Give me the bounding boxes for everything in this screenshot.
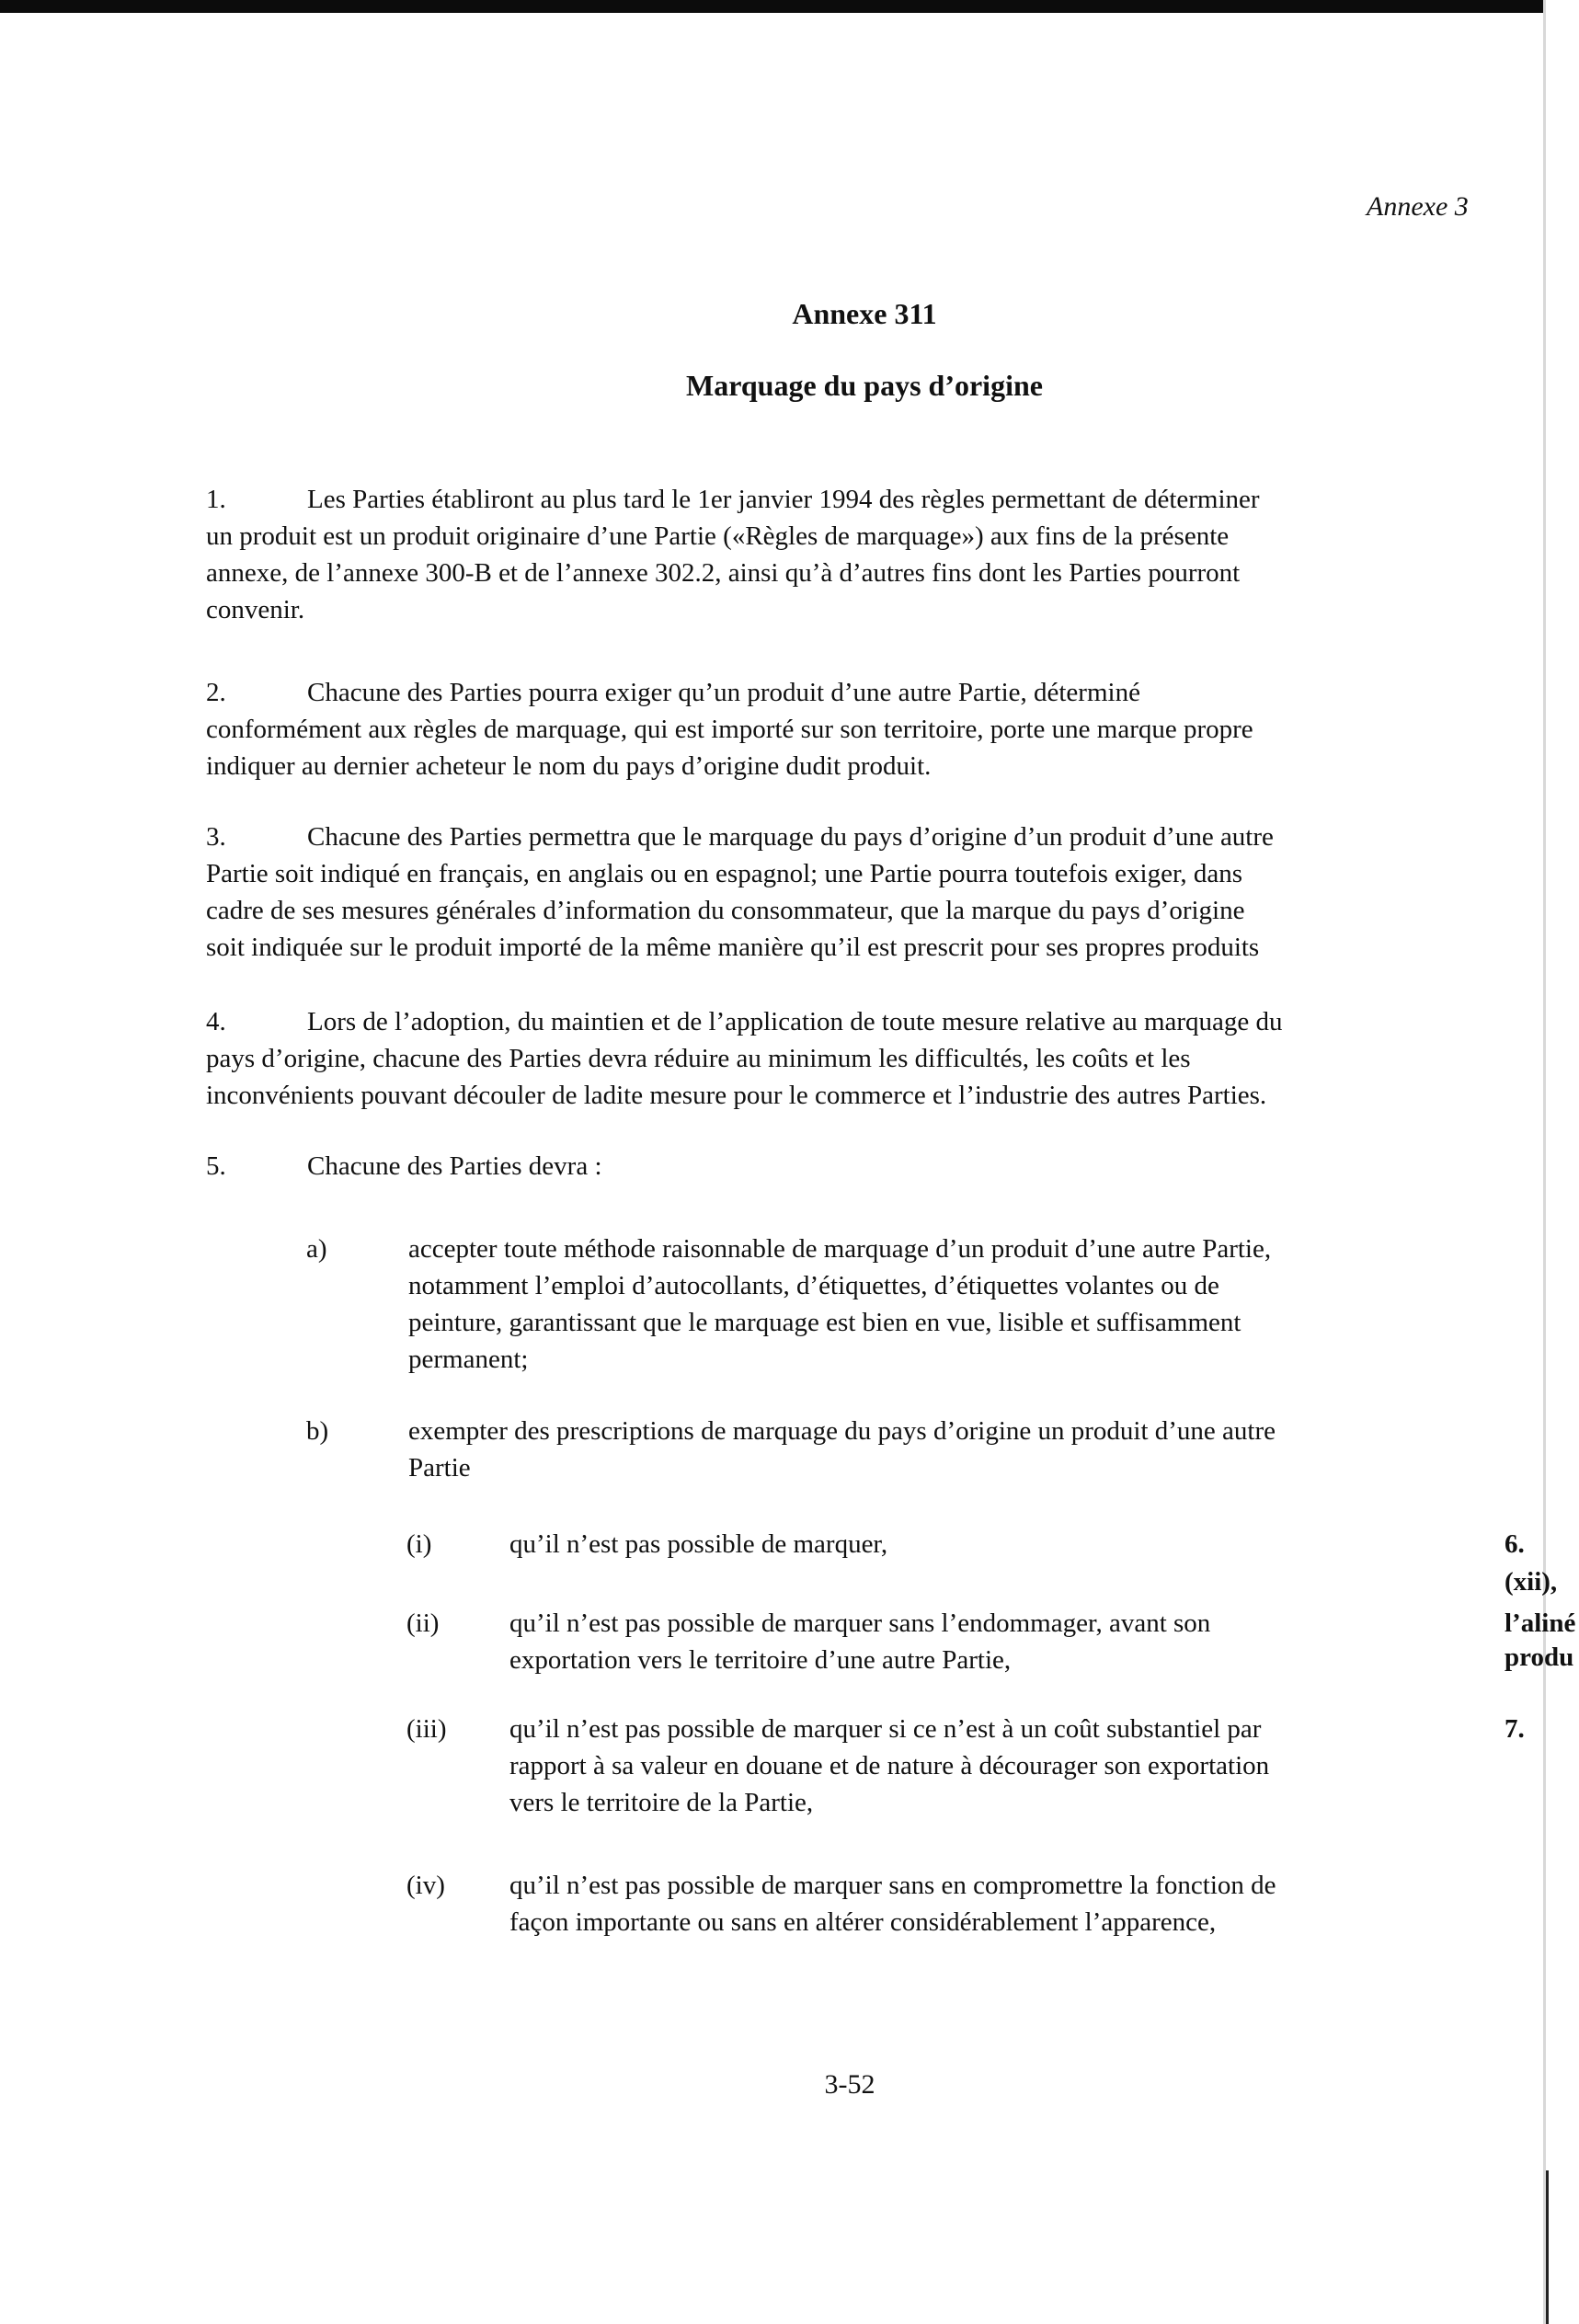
item-label: a) [306,1234,327,1264]
running-head: Annexe 3 [1367,191,1469,222]
sub-item-line: qu’il n’est pas possible de marquer sans l’endommager, avant son [509,1608,1211,1638]
item-label: b) [306,1416,329,1446]
sub-item-label: (iii) [406,1714,447,1744]
paragraph-line: Lors de l’adoption, du maintien et de l’application de toute mesure relative au marquage du [307,1007,1283,1036]
annex-subtitle: Marquage du pays d’origine [686,369,1043,402]
paragraph-line: soit indiquée sur le produit importé de la même manière qu’il est prescrit pour ses propres produits [206,933,1260,962]
item-line: permanent; [408,1345,529,1374]
paragraph-line: indiquer au dernier acheteur le nom du pays d’origine dudit produit. [206,751,932,781]
paragraph-3 [206,819,1475,966]
paragraph-number: 2. [206,678,226,707]
item-line: Partie [408,1453,471,1483]
paragraph-5 [206,1148,1475,1185]
paragraph-line: cadre de ses mesures générales d’information du consommateur, que la marque du pays d’origine [206,896,1245,925]
sub-item-label: (i) [406,1529,432,1559]
paragraph-number: 5. [206,1151,226,1181]
item-line: exempter des prescriptions de marquage du pays d’origine un produit d’une autre [408,1416,1276,1446]
paragraph-line: inconvénients pouvant découler de ladite mesure pour le commerce et l’industrie des autres Parties. [206,1081,1267,1110]
sub-item-label: (iv) [406,1871,445,1900]
margin-fragment: 7. [1505,1714,1525,1744]
sub-item-line: façon importante ou sans en altérer considérablement l’apparence, [509,1907,1217,1937]
sub-item-line: qu’il n’est pas possible de marquer si ce n’est à un coût substantiel par [509,1714,1262,1744]
paragraph-number: 3. [206,822,226,852]
scan-right-edge [1543,0,1579,2324]
margin-fragment: l’aliné [1505,1608,1576,1638]
sub-item-line: rapport à sa valeur en douane et de nature à décourager son exportation [509,1751,1270,1780]
paragraph-line: Partie soit indiqué en français, en anglais ou en espagnol; une Partie pourra toutefois exiger, dans [206,859,1243,888]
sub-item-line: exportation vers le territoire d’une autre Partie, [509,1645,1012,1675]
item-line: notamment l’emploi d’autocollants, d’étiquettes, d’étiquettes volantes ou de [408,1271,1219,1300]
paragraph-number: 4. [206,1007,226,1036]
sub-item-label: (ii) [406,1608,440,1638]
annex-title: Annexe 311 [792,297,937,330]
paragraph-line: Les Parties établiront au plus tard le 1er janvier 1994 des règles permettant de déterminer [307,485,1260,514]
sub-item-line: qu’il n’est pas possible de marquer sans en compromettre la fonction de [509,1871,1276,1900]
margin-fragment: produ [1505,1643,1574,1672]
paragraph-2 [206,674,1475,784]
margin-fragment: 6. [1505,1529,1525,1559]
sub-item-line: qu’il n’est pas possible de marquer, [509,1529,888,1559]
paragraph-line: un produit est un produit originaire d’une Partie («Règles de marquage») aux fins de la présente [206,521,1230,551]
item-line: peinture, garantissant que le marquage est bien en vue, lisible et suffisamment [408,1308,1241,1337]
paragraph-1 [206,481,1475,628]
paragraph-line: Chacune des Parties pourra exiger qu’un produit d’une autre Partie, déterminé [307,678,1140,707]
sub-item-line: vers le territoire de la Partie, [509,1788,814,1817]
paragraph-line: pays d’origine, chacune des Parties devra réduire au minimum les difficultés, les coûts et les [206,1044,1191,1073]
paragraph-line: annexe, de l’annexe 300-B et de l’annexe 302.2, ainsi qu’à d’autres fins dont les Parties pourront [206,558,1241,588]
margin-fragment: (xii), [1505,1567,1558,1597]
scan-top-border [0,0,1579,13]
paragraph-line: convenir. [206,595,305,624]
paragraph-number: 1. [206,485,226,514]
scan-edge-line [1546,2170,1549,2324]
paragraph-line: Chacune des Parties devra : [307,1151,602,1181]
paragraph-line: Chacune des Parties permettra que le marquage du pays d’origine d’un produit d’une autre [307,822,1274,852]
page-number: 3-52 [824,2069,875,2100]
item-line: accepter toute méthode raisonnable de marquage d’un produit d’une autre Partie, [408,1234,1272,1264]
paragraph-line: conformément aux règles de marquage, qui est importé sur son territoire, porte une marque propre [206,715,1253,744]
paragraph-4 [206,1003,1475,1114]
